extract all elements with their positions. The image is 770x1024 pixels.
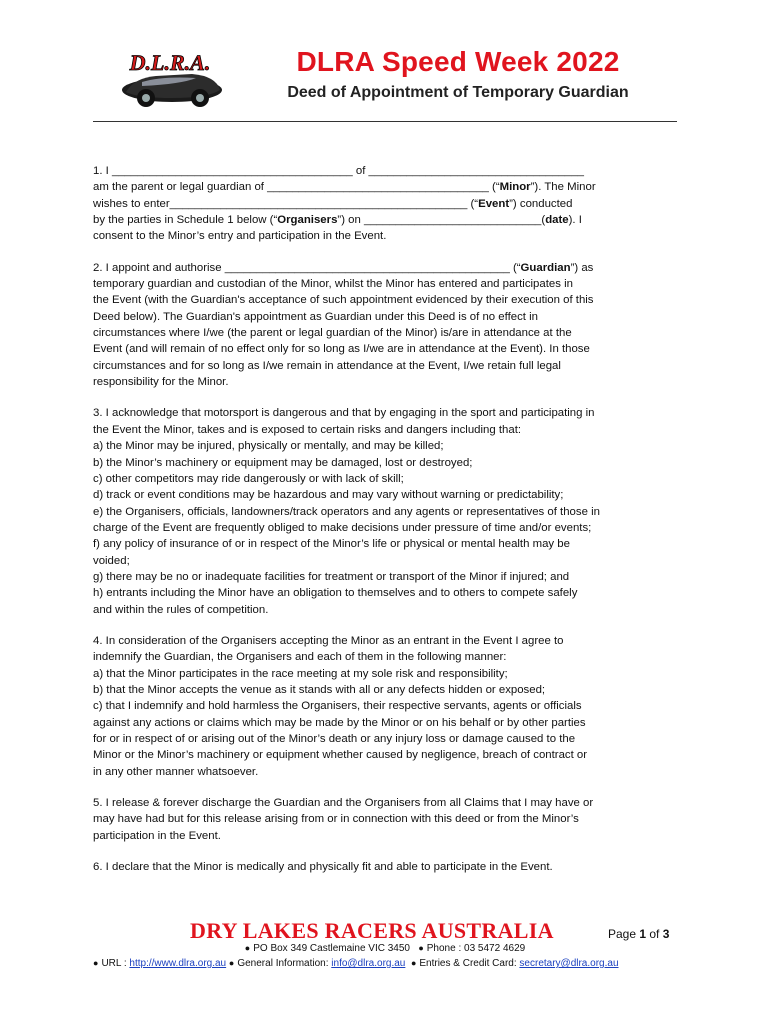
document-title: DLRA Speed Week 2022 <box>296 46 620 77</box>
clause-4: 4. In consideration of the Organisers accepting the Minor as an entrant in the Event I agree to indemnify the Guardian, the Organisers and each of them in the following manner: a) that the Minor participates in the race meeting at my sole risk and responsibility; b) that the Minor accepts the venue as it stands with all or any defects hidden or exposed; c) that I indemnify and hold harmless the Organisers, their respective servants, agents or officials against any actions or claims which may be made by the Minor or on his behalf or by other parties for or in respect of or arising out of the Minor’s death or any injury loss or damage caused to the Minor or the Minor’s machinery or equipment whether caused by negligence, breach of contract or in any other manner whatsoever. <box>93 634 588 778</box>
document-subtitle: Deed of Appointment of Temporary Guardian <box>287 84 629 101</box>
term-event: Event <box>478 197 510 210</box>
clause-2-text: ”) as temporary guardian and custodian of the Minor, whilst the Minor has entered and participates in the Event (with the Guardian's acceptance of such appointment evidenced by their execution of this Deed below). The Guardian's appointment as Guardian under this Deed is of no effect in circumstances where I/we (the parent or legal guardian of the Minor) is/are in attendance at the Event (and will remain of no effect only for so long as I/we are in attendance at the Event). In those circumstances and for so long as I/we remain in attendance at the Event, I/we retain full legal responsibility for the Minor. <box>93 261 594 389</box>
term-minor: Minor <box>499 181 531 194</box>
po-box: PO Box 349 Castlemaine VIC 3450 <box>253 943 410 954</box>
bullet-icon: ● <box>410 958 417 968</box>
page-prefix: Page <box>608 927 640 941</box>
footer-contact-line-2 <box>93 958 693 969</box>
page-of: of <box>646 927 663 941</box>
svg-text:D.L.R.A.: D.L.R.A. <box>129 50 211 75</box>
page-total: 3 <box>662 927 670 941</box>
clause-1-text: ”) on ____________________________( <box>337 214 546 227</box>
url-label: URL : <box>101 958 130 969</box>
clause-1-text: ”) conducted by the parties in Schedule 1 below (“ <box>93 197 573 227</box>
page-number <box>608 927 669 941</box>
secretary-email-link[interactable]: secretary@dlra.org.au <box>519 958 619 969</box>
phone: Phone : 03 5472 4629 <box>426 943 526 954</box>
term-guardian: Guardian <box>520 261 571 274</box>
entries-label: Entries & Credit Card: <box>419 958 520 969</box>
clause-1-text: ). I consent to the Minor’s entry and participation in the Event. <box>93 214 582 243</box>
clause-1-text: 1. I ______________________________________ of __________________________________ am the parent or legal guardian of ___________________________________ (“ <box>93 165 584 194</box>
bullet-icon: ● <box>244 943 251 953</box>
clause-1-text: ”). The Minor wishes to enter_______________________________________________ (“ <box>93 181 596 210</box>
term-organisers: Organisers <box>277 214 338 227</box>
bullet-icon: ● <box>228 958 235 968</box>
bullet-icon: ● <box>418 943 424 953</box>
clause-5: 5. I release & forever discharge the Guardian and the Organisers from all Claims that I may have or may have had but for this release arising from or in connection with this deed or from the Minor’s participation in the Event. <box>93 797 594 842</box>
general-info-label: General Information: <box>237 958 332 969</box>
dlra-logo <box>112 48 230 112</box>
header-divider <box>93 121 677 122</box>
clause-2-text: 2. I appoint and authorise _____________________________________________ (“ <box>93 261 521 274</box>
term-date: date <box>545 214 569 227</box>
website-link[interactable]: http://www.dlra.org.au <box>129 958 227 969</box>
deed-body <box>93 163 677 890</box>
clause-3: 3. I acknowledge that motorsport is dangerous and that by engaging in the sport and participating in the Event the Minor, takes and is exposed to certain risks and dangers including that: a) the Minor may be injured, physically or mentally, and may be killed; b) the Minor’s machinery or equipment may be damaged, lost or destroyed; c) other competitors may ride dangerously or with lack of skill; d) track or event conditions may be hazardous and may vary without warning or predictability; e) the Organisers, officials, landowners/track operators and any agents or representatives of those in charge of the Event are frequently obliged to make decisions under pressure of time and/or events; f) any policy of insurance of or in respect of the Minor’s life or physical or mental health may be voided; g) there may be no or inadequate facilities for treatment or transport of the Minor if injured; and h) entrants including the Minor have an obligation to themselves and to others to compete safely and within the rules of competition. <box>93 407 600 616</box>
clause-6: 6. I declare that the Minor is medically and physically fit and able to participate in the Event. <box>93 861 553 874</box>
info-email-link[interactable]: info@dlra.org.au <box>331 958 406 969</box>
footer-org-name: DRY LAKES RACERS AUSTRALIA <box>190 918 554 943</box>
footer-contact-line-1 <box>93 943 677 954</box>
clause-1 <box>93 163 677 245</box>
clause-2 <box>93 260 677 391</box>
page-current: 1 <box>639 927 647 941</box>
bullet-icon: ● <box>93 958 99 968</box>
